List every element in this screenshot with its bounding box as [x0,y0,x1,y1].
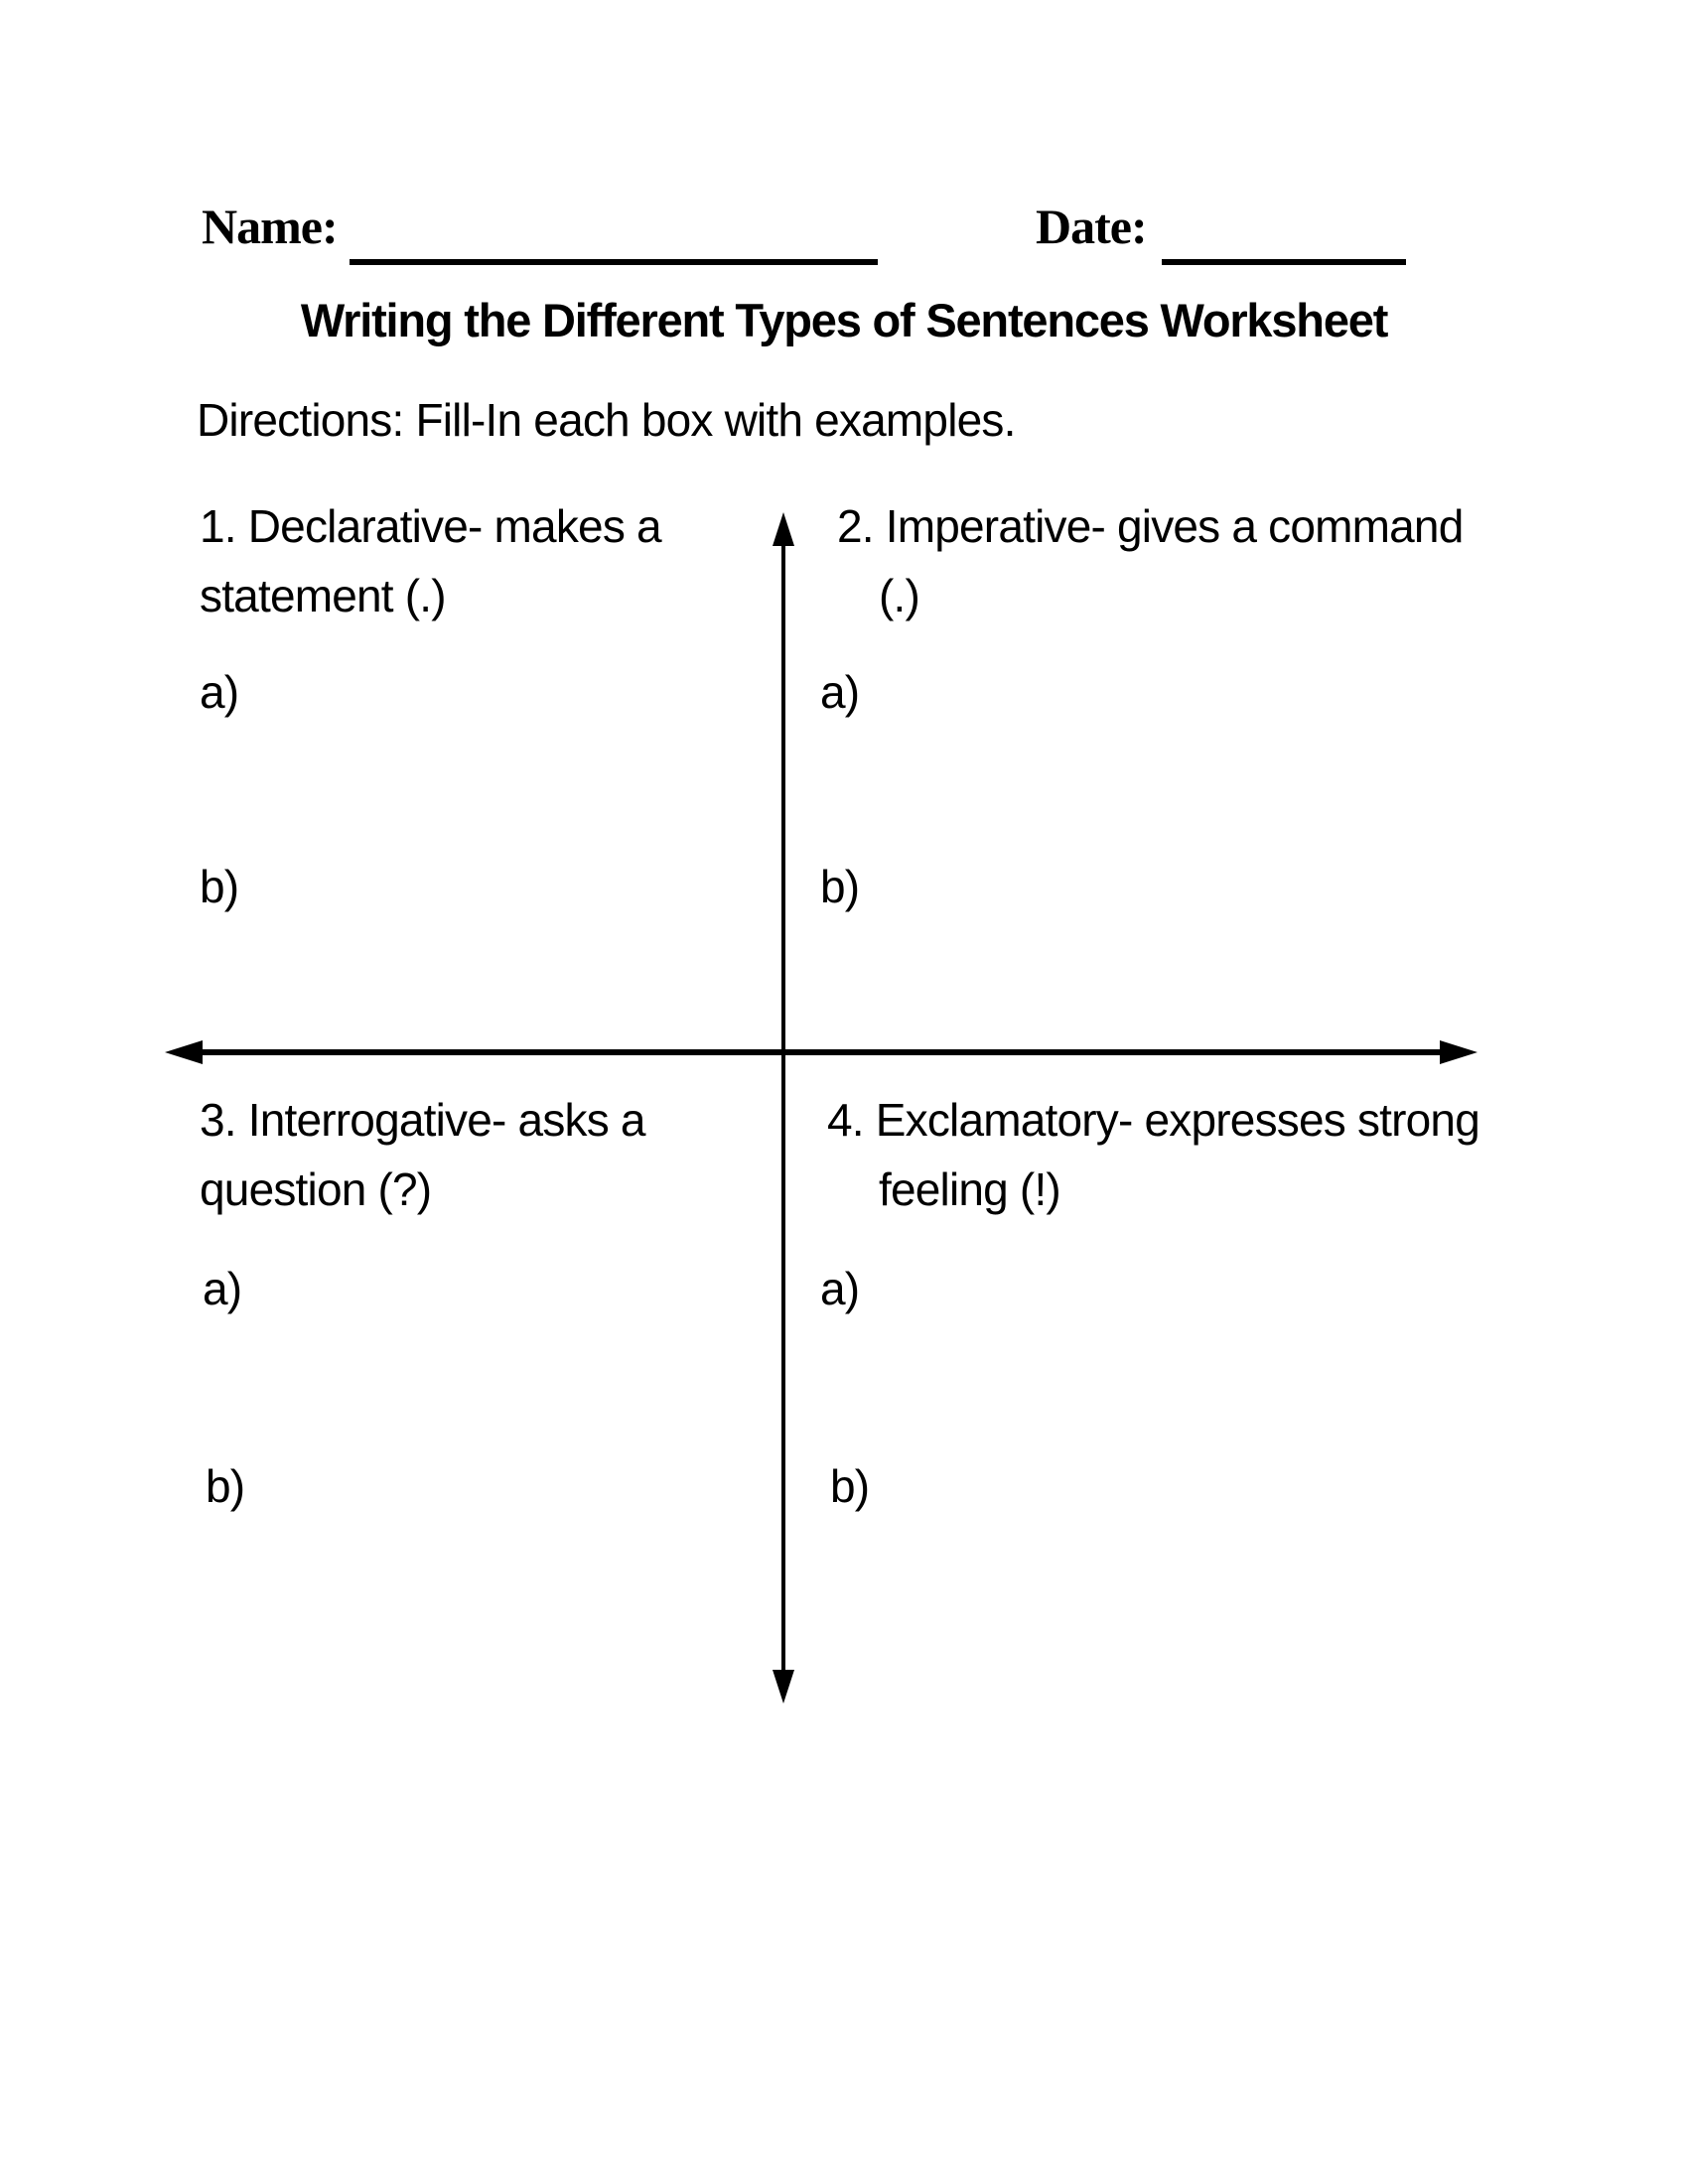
quadrant-2-label [837,491,1464,630]
quadrant-3-label [200,1085,645,1224]
date-blank-line [1162,205,1406,265]
quadrant-4-item-b: b) [830,1460,870,1512]
quadrant-1-label [200,491,661,630]
left-arrowhead-icon [165,1040,203,1064]
directions-text: Directions: Fill-In each box with examples. [197,394,1016,446]
quadrant-2-item-b: b) [820,861,860,912]
quadrant-4-label-line2: feeling (!) [879,1163,1060,1215]
quadrant-4-label-line1: 4. Exclamatory- expresses strong [827,1094,1479,1146]
quadrant-1-item-a: a) [200,666,239,718]
quadrant-4-label [827,1085,1479,1224]
page-title: Writing the Different Types of Sentences Worksheet [300,294,1388,346]
quadrant-3-item-b: b) [206,1460,245,1512]
quadrant-1-item-b: b) [200,861,239,912]
quadrant-1-label-line2: statement (.) [200,570,446,621]
quadrant-3-item-a: a) [203,1263,242,1314]
right-arrowhead-icon [1440,1040,1477,1064]
down-arrowhead-icon [773,1670,794,1704]
quadrant-3-label-line1: 3. Interrogative- asks a [200,1094,645,1146]
name-blank-line [350,205,878,265]
date-label: Date: [1036,199,1147,254]
quadrant-2-label-line1: 2. Imperative- gives a command [837,500,1464,552]
quadrant-2-item-a: a) [820,666,860,718]
up-arrowhead-icon [773,512,794,546]
quadrant-4-item-a: a) [820,1263,860,1314]
quadrant-3-label-line2: question (?) [200,1163,432,1215]
quadrant-2-label-line2: (.) [879,570,920,621]
quadrant-1-label-line1: 1. Declarative- makes a [200,500,661,552]
name-label: Name: [202,199,338,254]
